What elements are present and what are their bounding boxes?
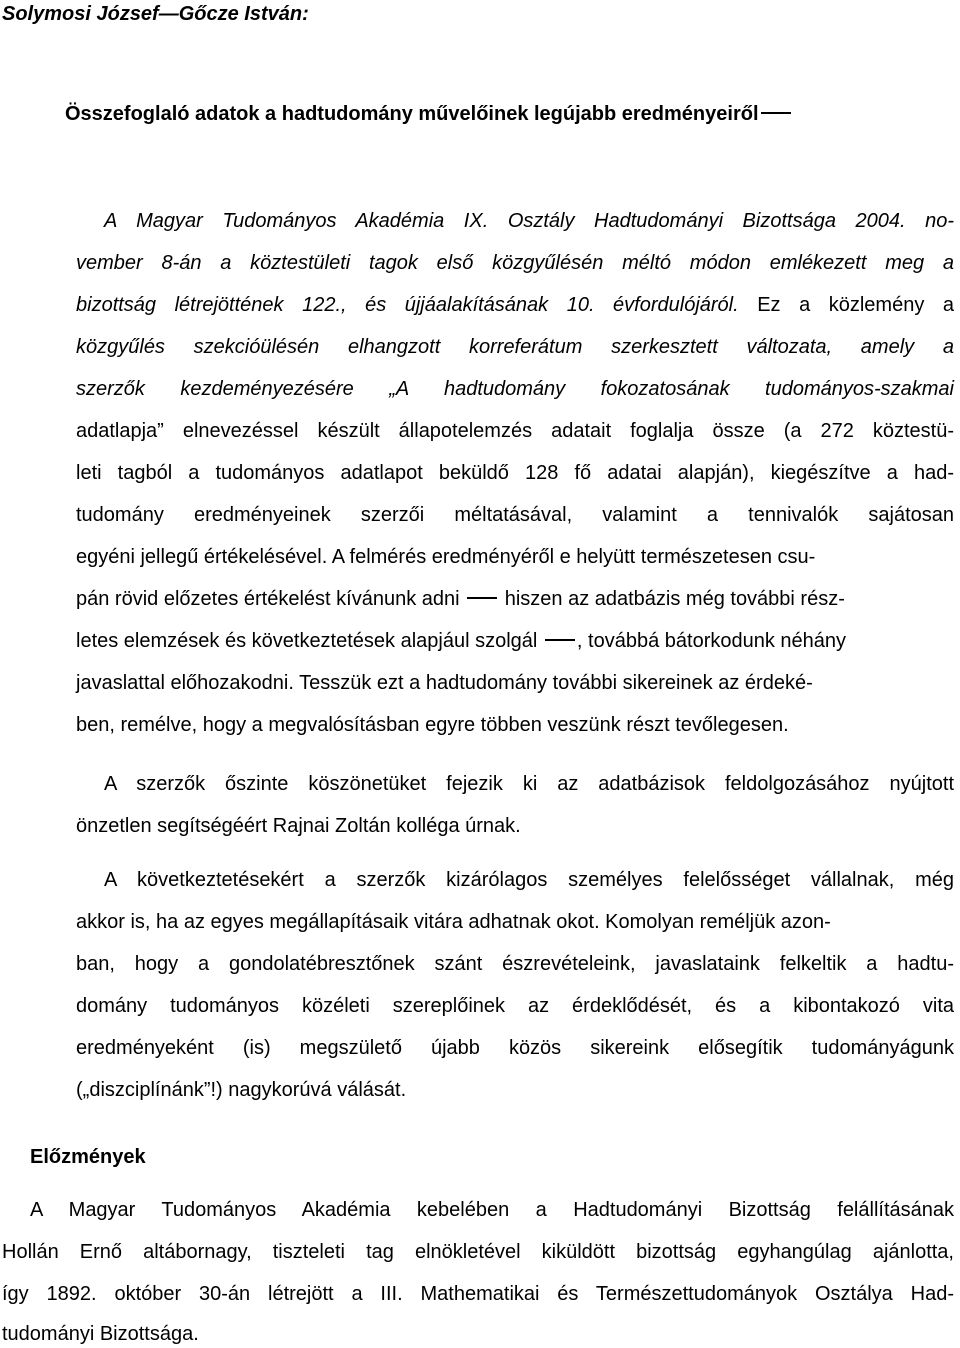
em-dash bbox=[467, 597, 497, 599]
abstract-text: pán rövid előzetes értékelést kívánunk adni bbox=[76, 588, 460, 610]
abstract-line: szerzők kezdeményezésére „A hadtudomány fokozatosának tudományos-szakmai bbox=[76, 378, 954, 400]
responsibility-line: ban, hogy a gondolatébresztőnek szánt észrevételeink, javaslataink felkeltik a hadtu- bbox=[76, 953, 954, 975]
abstract-line: ben, remélve, hogy a megvalósításban egyre többen veszünk részt tevőlegesen. bbox=[76, 714, 789, 736]
abstract-text: Tesszük ezt a hadtudomány további sikereinek az érdeké- bbox=[293, 672, 813, 694]
abstract-text: hiszen az adatbázis még további rész- bbox=[499, 588, 845, 610]
abstract-line: közgyűlés szekcióülésén elhangzott korreferátum szerkesztett változata, amely a bbox=[76, 336, 954, 358]
abstract-text: A felmérés eredményéről e helyütt természetesen csu- bbox=[327, 546, 816, 568]
thanks-line: A szerzők őszinte köszönetüket fejezik ki az adatbázisok feldolgozásához nyújtott bbox=[104, 773, 954, 795]
responsibility-text: Komolyan reméljük azon- bbox=[599, 911, 831, 933]
thanks-line: önzetlen segítségéért Rajnai Zoltán kolléga úrnak. bbox=[76, 815, 521, 837]
responsibility-line bbox=[76, 908, 954, 936]
section-line: A Magyar Tudományos Akadémia kebelében a Hadtudományi Bizottság felállításának bbox=[30, 1199, 954, 1221]
abstract-text: javaslattal előhozakodni. bbox=[76, 672, 294, 694]
abstract-line bbox=[76, 669, 954, 697]
abstract-line: tudomány eredményeinek szerzői méltatásával, valamint a tennivalók sajátosan bbox=[76, 504, 954, 526]
abstract-line bbox=[76, 585, 954, 613]
responsibility-line: A következtetésekért a szerzők kizárólagos személyes felelősséget vállalnak, még bbox=[104, 869, 954, 891]
responsibility-text: akkor is, ha az egyes megállapításaik vitára adhatnak okot. bbox=[76, 911, 600, 933]
abstract-line: adatlapja” elnevezéssel készült állapotelemzés adatait foglalja össze (a 272 köztestü- bbox=[76, 420, 954, 442]
abstract-line: leti tagból a tudományos adatlapot beküldő 128 fő adatai alapján), kiegészítve a had- bbox=[76, 462, 954, 484]
document-title-text: Összefoglaló adatok a hadtudomány művelőinek legújabb eredményeiről bbox=[65, 103, 759, 125]
author-line: Solymosi József—Gőcze István: bbox=[2, 3, 309, 25]
abstract-text: Ez a közlemény a bbox=[738, 294, 954, 316]
section-line: így 1892. október 30-án létrejött a III. Mathematikai és Természettudományok Osztálya Had- bbox=[2, 1283, 954, 1305]
document-title bbox=[65, 103, 793, 126]
section-line: Hollán Ernő altábornagy, tiszteleti tag elnökletével kiküldött bizottság egyhangúlag ajánlotta, bbox=[2, 1241, 954, 1263]
title-dash bbox=[761, 112, 791, 114]
abstract-text: letes elemzések és következtetések alapjául szolgál bbox=[76, 630, 538, 652]
abstract-text: egyéni jellegű értékelésével. bbox=[76, 546, 328, 568]
abstract-line bbox=[76, 627, 954, 655]
responsibility-line: eredményeként (is) megszülető újabb közös sikereink elősegítik tudományágunk bbox=[76, 1037, 954, 1059]
responsibility-line: domány tudományos közéleti szereplőinek az érdeklődését, és a kibontakozó vita bbox=[76, 995, 954, 1017]
abstract-text: , továbbá bátorkodunk néhány bbox=[576, 630, 847, 652]
abstract-line: A Magyar Tudományos Akadémia IX. Osztály Hadtudományi Bizottsága 2004. no- bbox=[104, 210, 954, 232]
abstract-text-italic: bizottság létrejöttének 122., és újjáalakításának 10. évfordulójáról. bbox=[76, 294, 739, 316]
abstract-line bbox=[76, 543, 954, 571]
section-heading: Előzmények bbox=[30, 1146, 146, 1168]
section-line: tudományi Bizottsága. bbox=[2, 1323, 199, 1345]
abstract-line: vember 8-án a köztestületi tagok első közgyűlésén méltó módon emlékezett meg a bbox=[76, 252, 954, 274]
abstract-line bbox=[76, 291, 954, 319]
em-dash bbox=[545, 639, 575, 641]
responsibility-line: („diszciplínánk”!) nagykorúvá válását. bbox=[76, 1079, 407, 1101]
